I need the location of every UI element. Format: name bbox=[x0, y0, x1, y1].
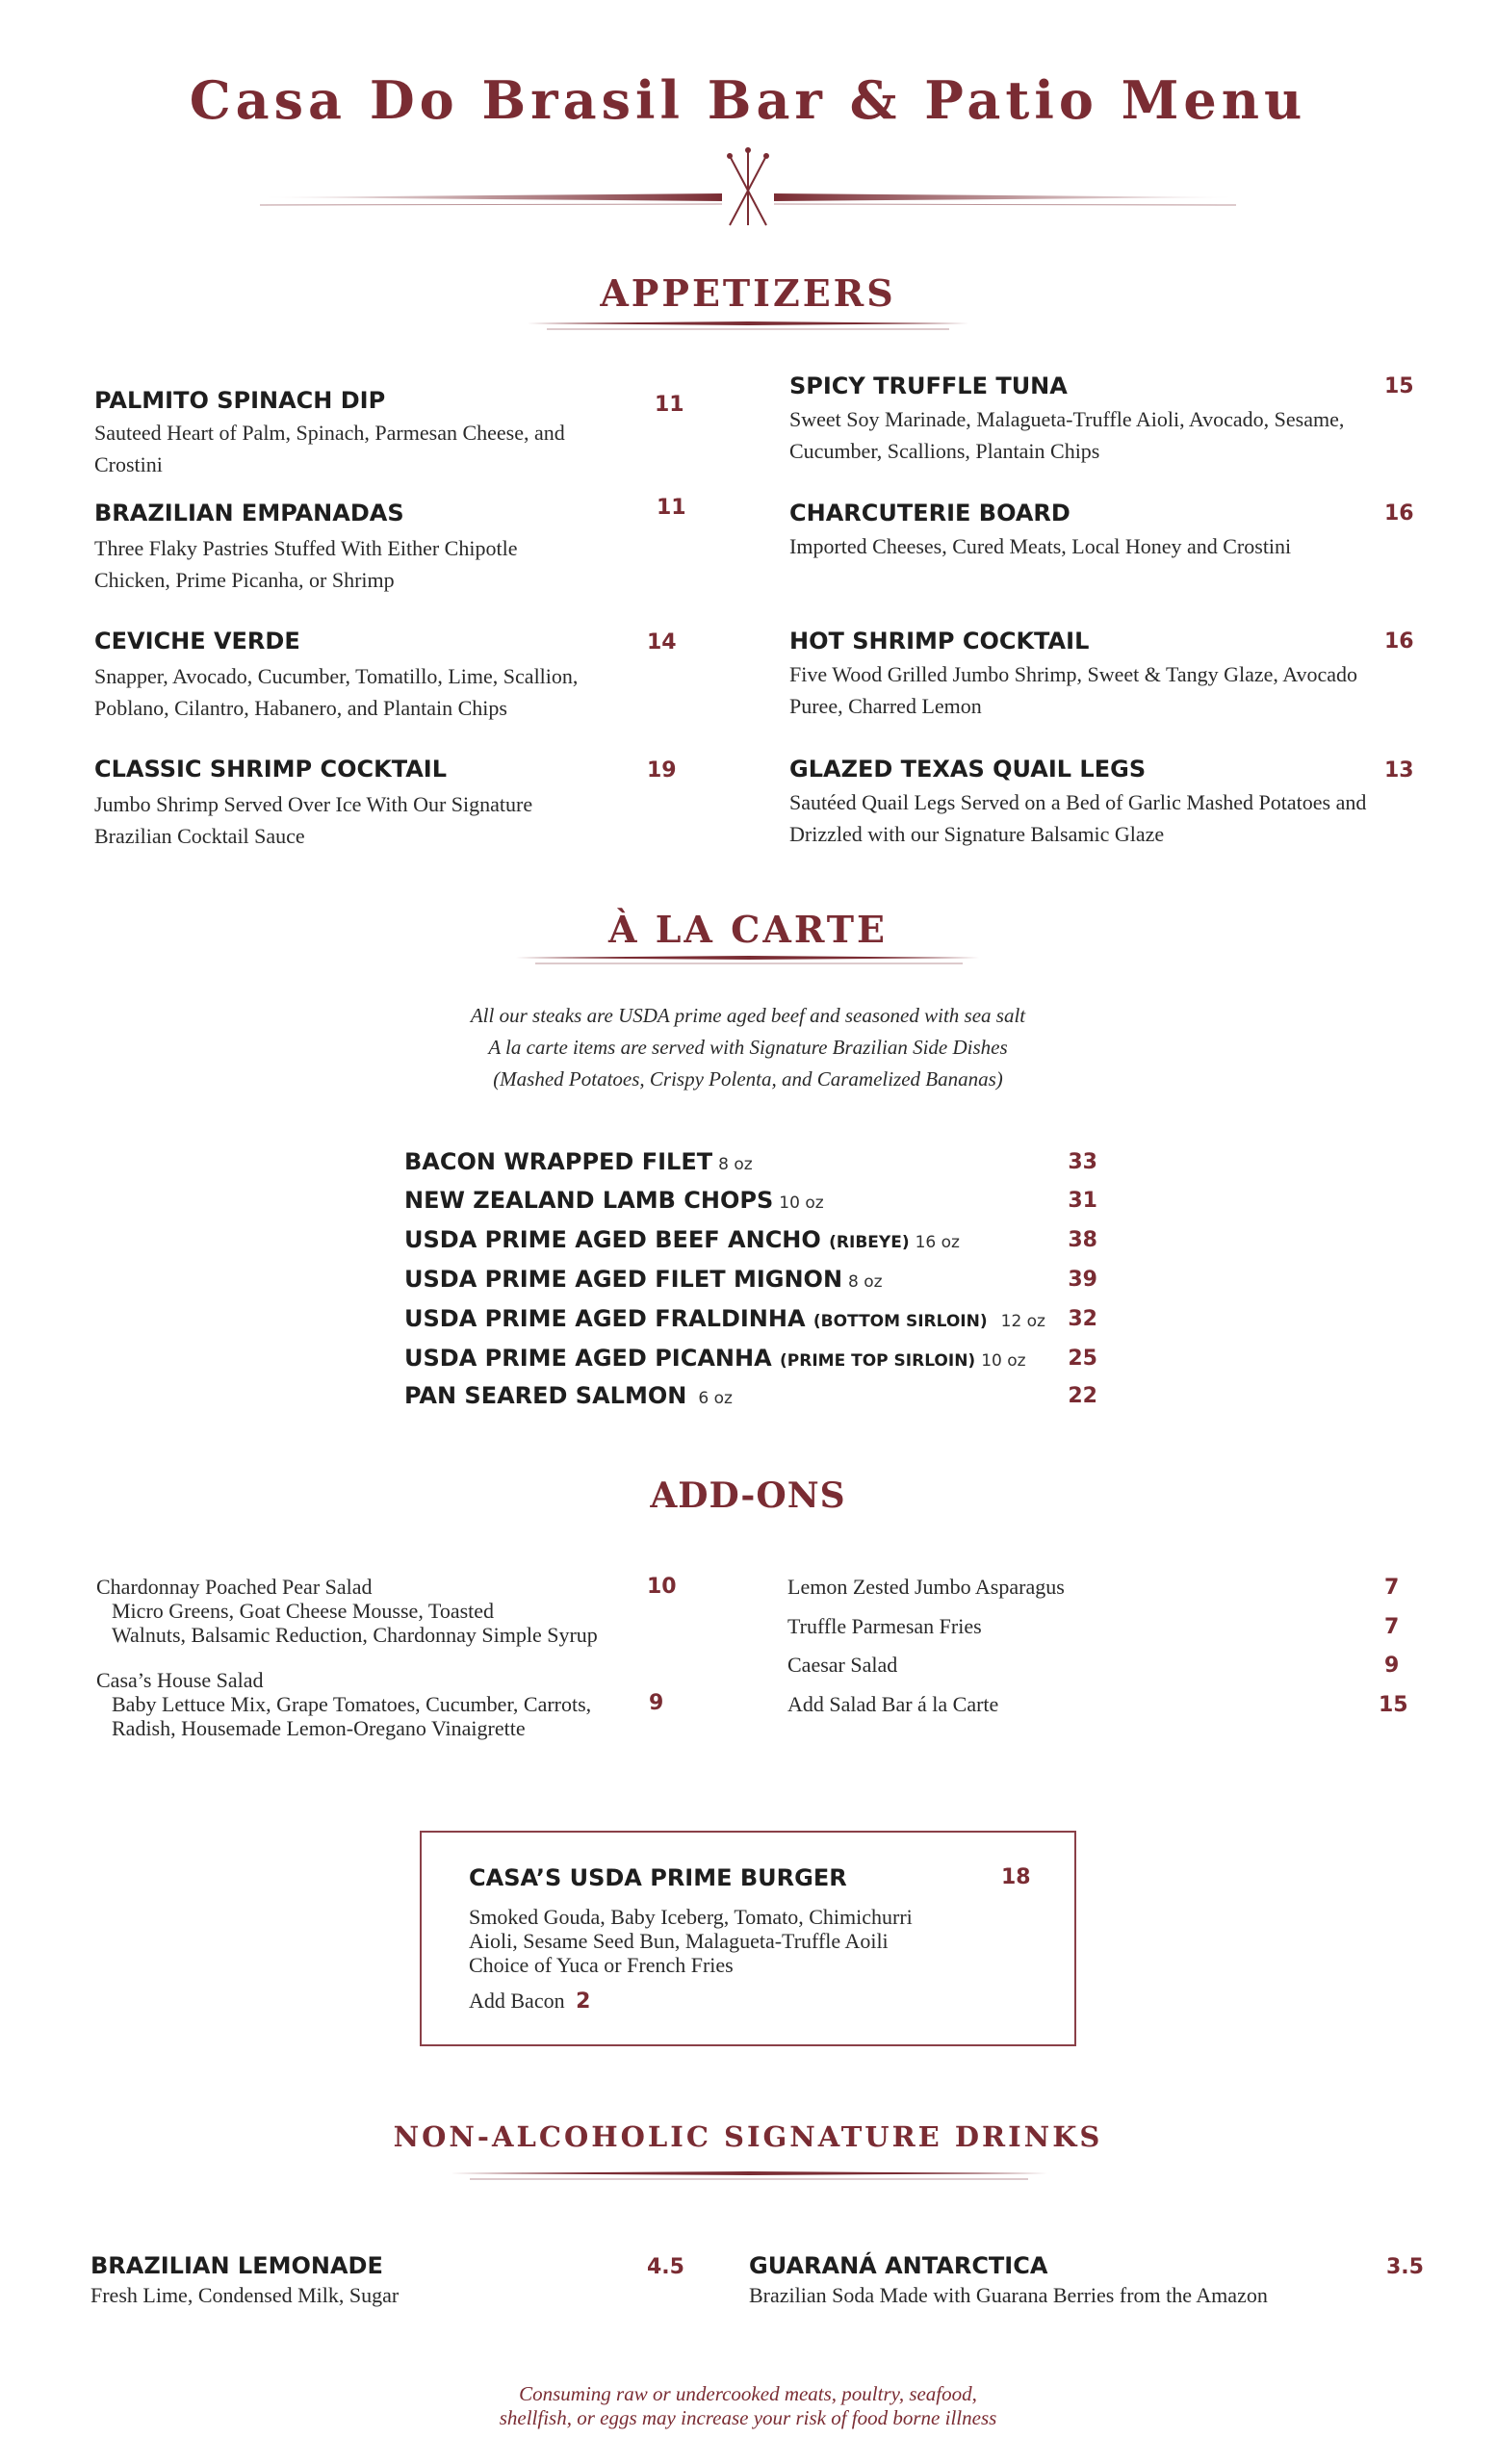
addon-pear-salad: Chardonnay Poached Pear Salad Micro Greens, Goat Cheese Mousse, Toasted Walnuts, Balsamic Reduction, Chardonnay Simple Syrup bbox=[96, 1575, 598, 1647]
a-la-carte-note: (Mashed Potatoes, Crispy Polenta, and Caramelized Bananas) bbox=[493, 1067, 1003, 1091]
addon-item: Add Salad Bar á la Carte bbox=[787, 1692, 999, 1716]
appetizer-name: CLASSIC SHRIMP COCKTAIL bbox=[94, 756, 448, 783]
addon-item: Lemon Zested Jumbo Asparagus bbox=[787, 1575, 1065, 1599]
appetizer-price: 19 bbox=[647, 758, 677, 783]
addon-item: Truffle Parmesan Fries bbox=[787, 1614, 982, 1638]
section-divider bbox=[451, 2169, 1047, 2181]
addon-house-salad: Casa’s House Salad Baby Lettuce Mix, Grape Tomatoes, Cucumber, Carrots, Radish, Housemade Lemon-Oregano Vinaigrette bbox=[96, 1668, 592, 1740]
burger-name: CASA’S USDA PRIME BURGER bbox=[469, 1864, 847, 1891]
appetizer-description: Sweet Soy Marinade, Malagueta-Truffle Aioli, Avocado, Sesame, Cucumber, Scallions, Plantain Chips bbox=[789, 407, 1345, 463]
drinks-heading: NON-ALCOHOLIC SIGNATURE DRINKS bbox=[393, 2120, 1103, 2153]
appetizer-price: 11 bbox=[655, 393, 684, 417]
addon-price: 7 bbox=[1384, 1576, 1400, 1600]
steak-row: BACON WRAPPED FILET 8 oz 33 bbox=[404, 1148, 1097, 1175]
appetizer-description: Three Flaky Pastries Stuffed With Either Chipotle Chicken, Prime Picanha, or Shrimp bbox=[94, 536, 518, 592]
appetizer-price: 15 bbox=[1384, 374, 1414, 398]
appetizer-name: CEVICHE VERDE bbox=[94, 628, 300, 654]
drink-name: GUARANÁ ANTARCTICA bbox=[749, 2252, 1048, 2279]
steak-price: 25 bbox=[1068, 1347, 1097, 1371]
steak-row: NEW ZEALAND LAMB CHOPS 10 oz 31 bbox=[404, 1187, 1097, 1214]
steak-price: 39 bbox=[1068, 1268, 1097, 1292]
steak-row: PAN SEARED SALMON 6 oz 22 bbox=[404, 1382, 1097, 1409]
steak-price: 31 bbox=[1068, 1189, 1097, 1213]
drink-price: 4.5 bbox=[647, 2255, 684, 2279]
appetizer-description: Imported Cheeses, Cured Meats, Local Honey and Crostini bbox=[789, 534, 1292, 558]
addon-price: 15 bbox=[1379, 1693, 1408, 1717]
skewer-ornament-icon bbox=[260, 144, 1236, 231]
appetizer-price: 11 bbox=[657, 496, 686, 520]
appetizer-price: 13 bbox=[1384, 758, 1414, 783]
steak-price: 32 bbox=[1068, 1307, 1097, 1331]
addon-price: 9 bbox=[649, 1691, 664, 1715]
burger-add-bacon: Add Bacon 2 bbox=[469, 1989, 591, 2014]
appetizer-name: BRAZILIAN EMPANADAS bbox=[94, 500, 404, 526]
a-la-carte-note: All our steaks are USDA prime aged beef and seasoned with sea salt bbox=[470, 1004, 1026, 1027]
addon-price: 7 bbox=[1384, 1615, 1400, 1639]
addon-price: 9 bbox=[1384, 1654, 1400, 1678]
appetizer-price: 14 bbox=[647, 630, 677, 654]
burger-price: 18 bbox=[1001, 1865, 1031, 1889]
drink-name: BRAZILIAN LEMONADE bbox=[90, 2252, 383, 2279]
appetizer-description: Snapper, Avocado, Cucumber, Tomatillo, Lime, Scallion, Poblano, Cilantro, Habanero, and Plantain Chips bbox=[94, 664, 579, 720]
addon-price: 10 bbox=[647, 1575, 677, 1599]
appetizer-name: PALMITO SPINACH DIP bbox=[94, 387, 386, 414]
appetizer-description: Five Wood Grilled Jumbo Shrimp, Sweet & Tangy Glaze, Avocado Puree, Charred Lemon bbox=[789, 662, 1358, 718]
section-divider bbox=[516, 954, 982, 965]
appetizer-description: Sauteed Heart of Palm, Spinach, Parmesan Cheese, and Crostini bbox=[94, 421, 565, 476]
appetizer-name: SPICY TRUFFLE TUNA bbox=[789, 372, 1068, 399]
steak-row: USDA PRIME AGED FRALDINHA (BOTTOM SIRLOIN) 12 oz 32 bbox=[404, 1305, 1097, 1332]
appetizer-name: CHARCUTERIE BOARD bbox=[789, 500, 1070, 526]
drink-price: 3.5 bbox=[1386, 2255, 1424, 2279]
appetizer-name: HOT SHRIMP COCKTAIL bbox=[789, 628, 1090, 654]
a-la-carte-heading: À LA CARTE bbox=[607, 908, 889, 951]
addon-item: Caesar Salad bbox=[787, 1653, 898, 1677]
food-safety-notice: Consuming raw or undercooked meats, poultry, seafood, shellfish, or eggs may increase your risk of food borne illness bbox=[499, 2382, 997, 2429]
burger-description: Smoked Gouda, Baby Iceberg, Tomato, Chimichurri Aioli, Sesame Seed Bun, Malagueta-Truffle Aoili Choice of Yuca or French Fries bbox=[469, 1905, 913, 1977]
drink-description: Brazilian Soda Made with Guarana Berries from the Amazon bbox=[749, 2283, 1268, 2307]
steak-row: USDA PRIME AGED BEEF ANCHO (RIBEYE) 16 oz 38 bbox=[404, 1226, 1097, 1253]
a-la-carte-note: A la carte items are served with Signature Brazilian Side Dishes bbox=[488, 1036, 1008, 1059]
add-ons-heading: ADD-ONS bbox=[650, 1476, 846, 1516]
appetizer-description: Sautéed Quail Legs Served on a Bed of Garlic Mashed Potatoes and Drizzled with our Signature Balsamic Glaze bbox=[789, 790, 1367, 846]
steak-row: USDA PRIME AGED PICANHA (PRIME TOP SIRLOIN) 10 oz 25 bbox=[404, 1345, 1097, 1372]
appetizer-price: 16 bbox=[1384, 501, 1414, 526]
section-divider bbox=[528, 320, 968, 331]
appetizer-name: GLAZED TEXAS QUAIL LEGS bbox=[789, 756, 1147, 783]
steak-row: USDA PRIME AGED FILET MIGNON 8 oz 39 bbox=[404, 1266, 1097, 1293]
steak-price: 22 bbox=[1068, 1384, 1097, 1408]
appetizers-heading: APPETIZERS bbox=[600, 271, 896, 315]
appetizer-price: 16 bbox=[1384, 629, 1414, 654]
appetizer-description: Jumbo Shrimp Served Over Ice With Our Signature Brazilian Cocktail Sauce bbox=[94, 792, 533, 848]
steak-price: 33 bbox=[1068, 1150, 1097, 1174]
drink-description: Fresh Lime, Condensed Milk, Sugar bbox=[90, 2283, 400, 2307]
menu-title: Casa Do Brasil Bar & Patio Menu bbox=[189, 69, 1307, 131]
steak-price: 38 bbox=[1068, 1228, 1097, 1252]
